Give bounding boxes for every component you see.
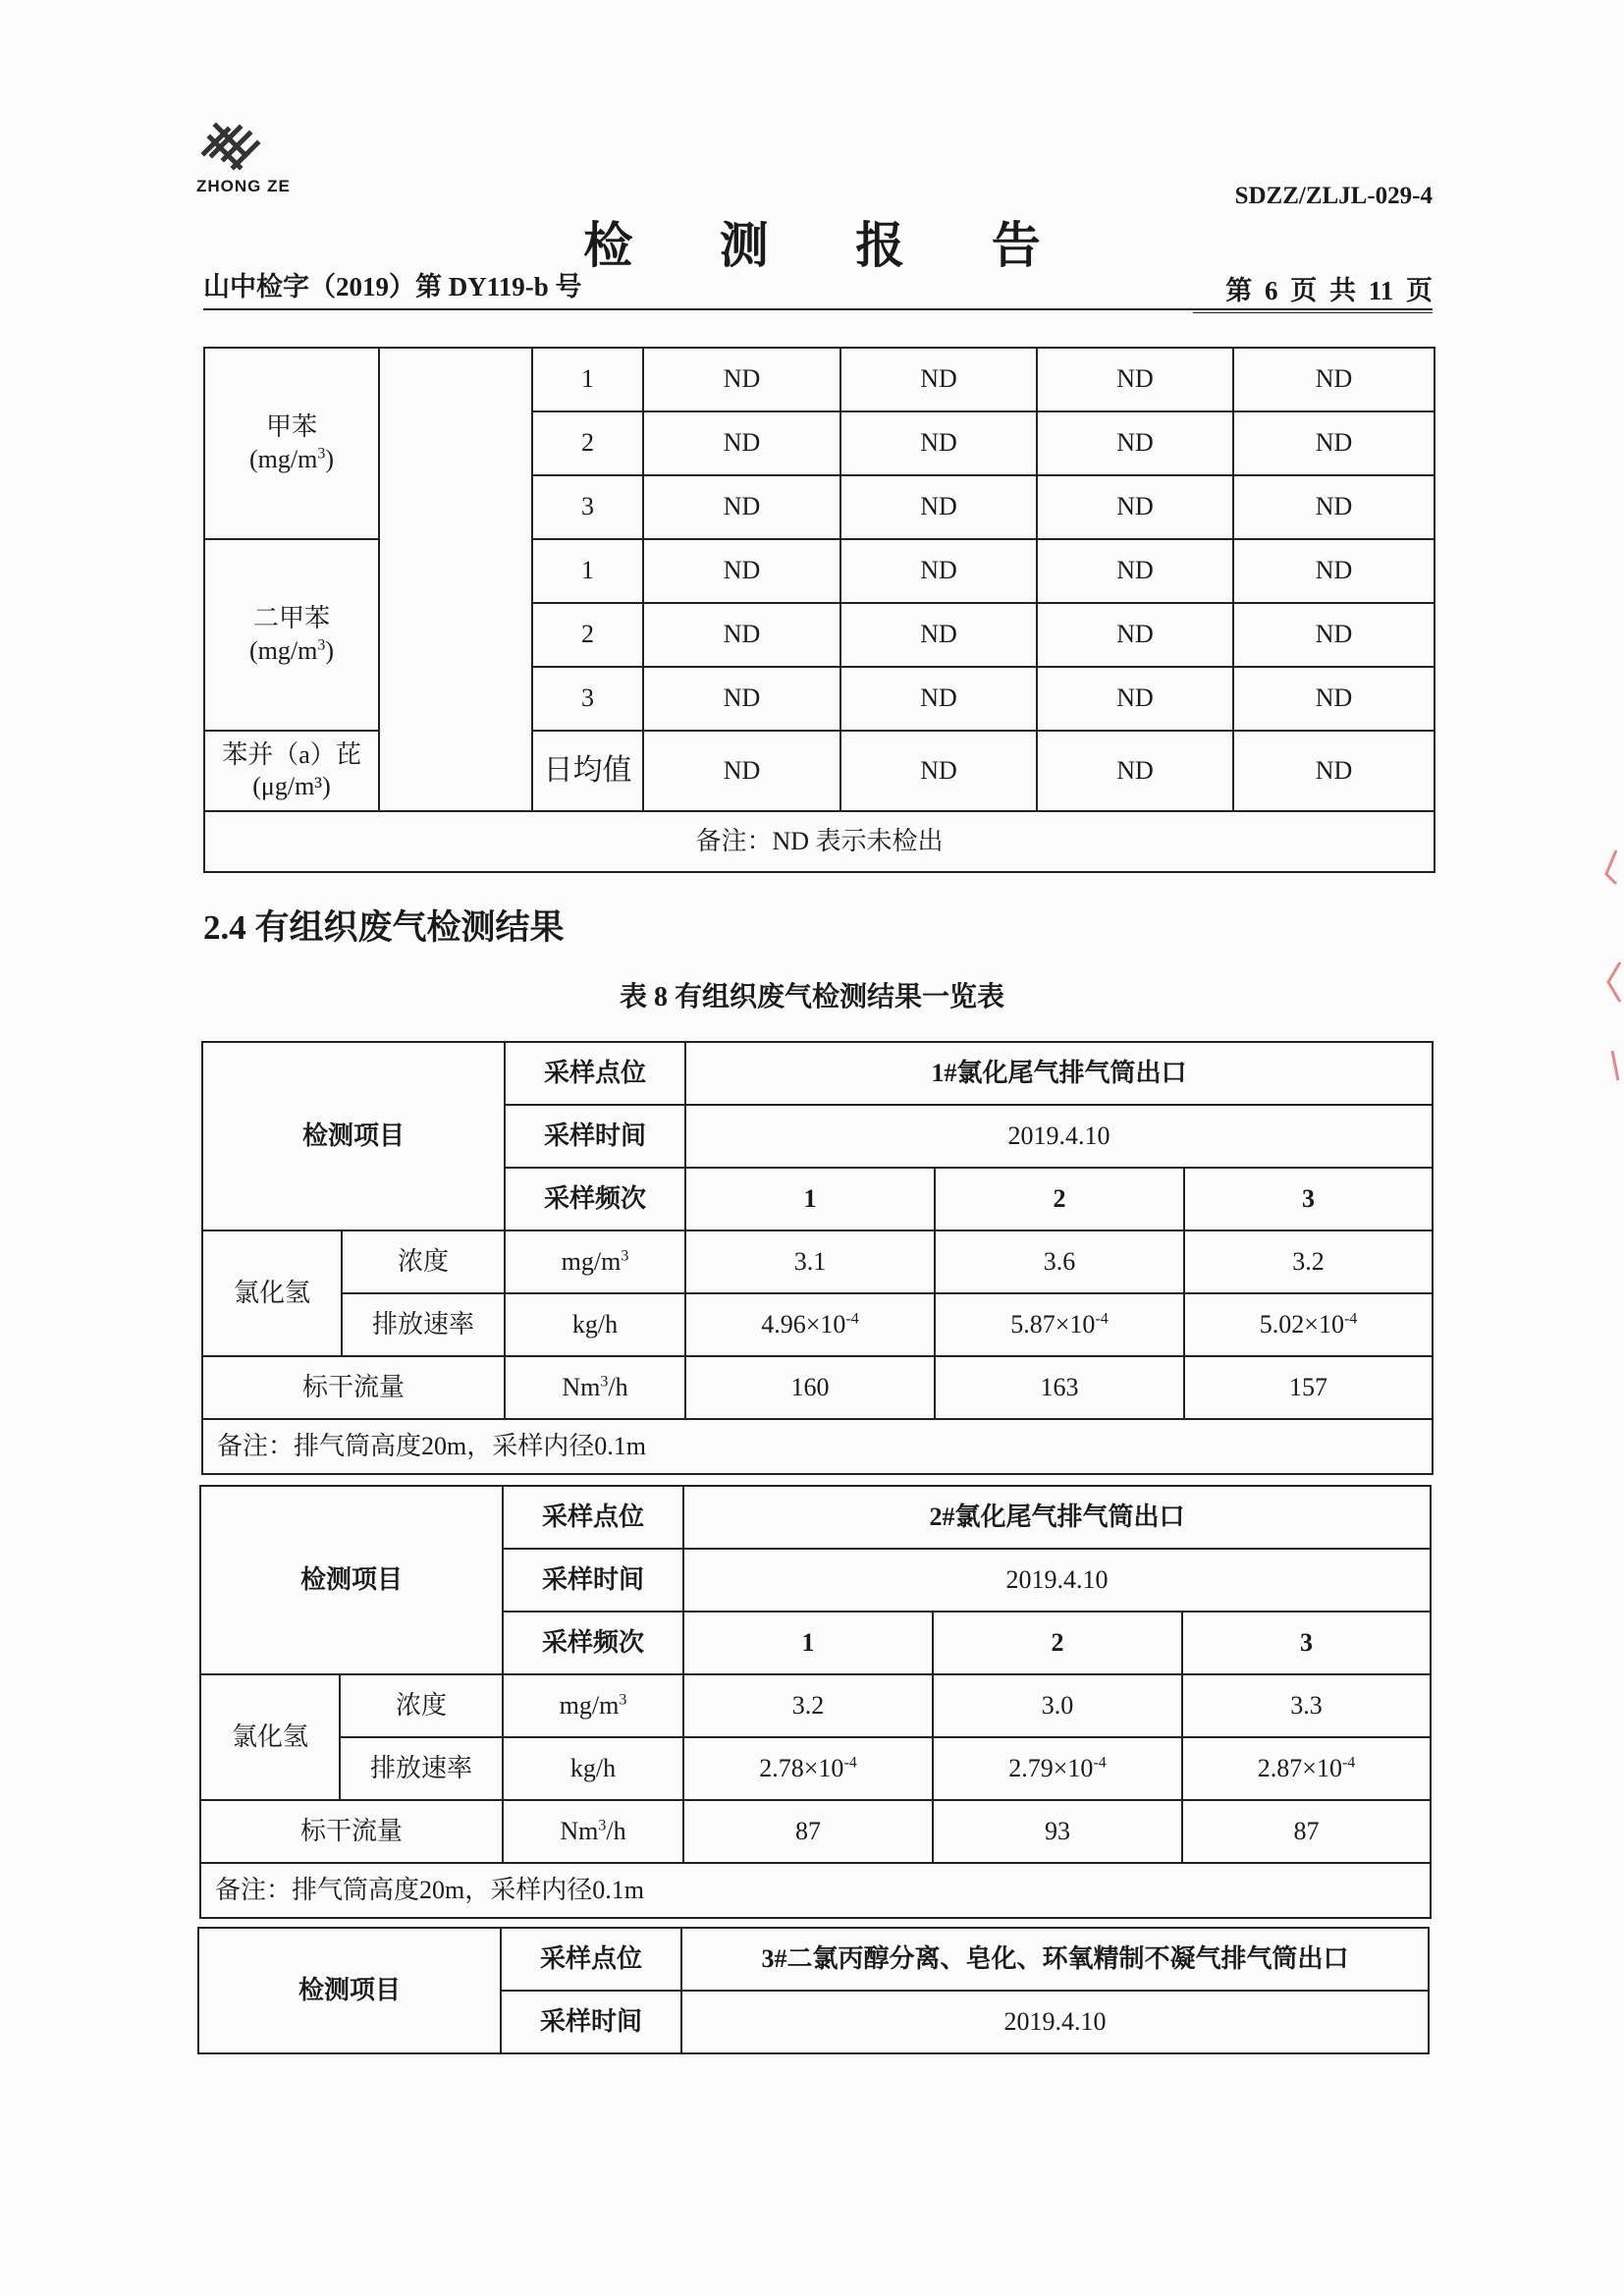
time-value: 2019.4.10 (681, 1991, 1429, 2053)
site-value: 3#二氯丙醇分离、皂化、环氧精制不凝气排气筒出口 (681, 1928, 1429, 1991)
value-cell: ND (1037, 667, 1233, 731)
table-7-continuation (203, 347, 1435, 873)
freq-cell: 3 (532, 667, 643, 731)
value-cell: ND (1233, 411, 1435, 475)
value-cell: ND (840, 411, 1037, 475)
flow-value: 87 (1182, 1800, 1431, 1863)
time-label: 采样时间 (503, 1549, 683, 1612)
pollutant-cell: 苯并（a）芘 (μg/m³) (204, 731, 379, 811)
conc-value: 3.1 (685, 1230, 935, 1293)
freq-cell: 2 (532, 411, 643, 475)
table-8-site-2 (199, 1485, 1432, 1919)
rate-value: $2.87\times 10^{-4}$ (1182, 1737, 1431, 1800)
table-row (200, 1674, 1431, 1737)
table-8-site-3 (197, 1927, 1430, 2054)
value-cell: ND (840, 475, 1037, 539)
table-row (202, 1293, 1433, 1356)
site-value: 2#氯化尾气排气筒出口 (683, 1486, 1431, 1549)
item-header: 检测项目 (202, 1042, 505, 1230)
rate-value: $2.78\times 10^{-4}$ (683, 1737, 933, 1800)
time-label: 采样时间 (501, 1991, 681, 2053)
rate-value: $5.87\times 10^{-4}$ (935, 1293, 1184, 1356)
flow-unit: Nm$^3$/h (503, 1800, 683, 1863)
flow-value: 163 (935, 1356, 1184, 1419)
value-cell: ND (840, 539, 1037, 603)
flow-value: 157 (1184, 1356, 1433, 1419)
value-cell: ND (1233, 539, 1435, 603)
value-cell: ND (643, 731, 840, 811)
freq-label: 采样频次 (505, 1168, 685, 1230)
table-row (202, 1356, 1433, 1419)
value-cell: ND (1233, 348, 1435, 411)
value-cell: ND (1037, 603, 1233, 667)
site-value: 1#氯化尾气排气筒出口 (685, 1042, 1433, 1105)
table-8-site-1 (201, 1041, 1434, 1475)
item-header: 检测项目 (200, 1486, 503, 1674)
value-cell: ND (1037, 475, 1233, 539)
value-cell: ND (1037, 348, 1233, 411)
conc-value: 3.0 (933, 1674, 1182, 1737)
pollutant-label: 氯化氢 (200, 1674, 340, 1800)
table-caption: 表 8 有组织废气检测结果一览表 (619, 982, 1004, 1012)
value-cell: ND (1233, 667, 1435, 731)
conc-value: 3.3 (1182, 1674, 1431, 1737)
value-cell: ND (643, 667, 840, 731)
table-row (200, 1737, 1431, 1800)
freq-label: 采样频次 (503, 1612, 683, 1674)
value-cell: ND (1233, 731, 1435, 811)
freq-value: 3 (1184, 1168, 1433, 1230)
flow-unit: Nm$^3$/h (505, 1356, 685, 1419)
freq-value: 1 (685, 1168, 935, 1230)
conc-value: 3.2 (1184, 1230, 1433, 1293)
freq-value: 1 (683, 1612, 933, 1674)
blank-cell (379, 348, 532, 811)
conc-unit: $mg/m^3$ (503, 1674, 683, 1737)
section-heading: 2.4 有组织废气检测结果 (203, 908, 565, 947)
table-row (204, 348, 1435, 411)
freq-value: 3 (1182, 1612, 1431, 1674)
value-cell: ND (840, 731, 1037, 811)
value-cell: ND (1037, 411, 1233, 475)
conc-value: 3.6 (935, 1230, 1184, 1293)
value-cell: ND (840, 603, 1037, 667)
freq-cell: 2 (532, 603, 643, 667)
flow-value: 160 (685, 1356, 935, 1419)
rate-unit: kg/h (503, 1737, 683, 1800)
rate-value: $4.96\times 10^{-4}$ (685, 1293, 935, 1356)
value-cell: ND (840, 667, 1037, 731)
value-cell: ND (1037, 731, 1233, 811)
table-note-row (200, 1863, 1431, 1918)
value-cell: ND (1233, 475, 1435, 539)
flow-value: 87 (683, 1800, 933, 1863)
value-cell: ND (643, 475, 840, 539)
site-label: 采样点位 (503, 1486, 683, 1549)
table-row (200, 1800, 1431, 1863)
site-label: 采样点位 (501, 1928, 681, 1991)
item-header: 检测项目 (198, 1928, 501, 2053)
conc-unit: $mg/m^3$ (505, 1230, 685, 1293)
conc-label: 浓度 (340, 1674, 503, 1737)
time-value: 2019.4.10 (685, 1105, 1433, 1168)
table-note: 备注：ND 表示未检出 (204, 811, 1435, 872)
report-number: 山中检字（2019）第 DY119-b 号 (203, 272, 582, 301)
time-label: 采样时间 (505, 1105, 685, 1168)
site-label: 采样点位 (505, 1042, 685, 1105)
table-row (202, 1042, 1433, 1105)
rate-unit: kg/h (505, 1293, 685, 1356)
flow-label: 标干流量 (200, 1800, 503, 1863)
table-note-row (204, 811, 1435, 872)
seal-fragment-icon (1598, 845, 1624, 1159)
value-cell: ND (1037, 539, 1233, 603)
freq-cell: 3 (532, 475, 643, 539)
pollutant-cell: 甲苯 $(mg/m^3)$ (204, 348, 379, 539)
pollutant-label: 氯化氢 (202, 1230, 342, 1356)
value-cell: ND (1233, 603, 1435, 667)
pollutant-cell: 二甲苯 $(mg/m^3)$ (204, 539, 379, 731)
rate-label: 排放速率 (340, 1737, 503, 1800)
table-row (202, 1230, 1433, 1293)
value-cell: ND (840, 348, 1037, 411)
page-number: 第 6 页 共 11 页 (1225, 276, 1433, 305)
value-cell: ND (643, 348, 840, 411)
freq-cell: 日均值 (532, 731, 643, 811)
freq-value: 2 (933, 1612, 1182, 1674)
freq-cell: 1 (532, 539, 643, 603)
logo-text: ZHONG ZE (196, 177, 291, 195)
table-row (198, 1928, 1429, 1991)
conc-value: 3.2 (683, 1674, 933, 1737)
conc-label: 浓度 (342, 1230, 505, 1293)
table-note: 备注：排气筒高度20m，采样内径0.1m (202, 1419, 1433, 1474)
time-value: 2019.4.10 (683, 1549, 1431, 1612)
flow-value: 93 (933, 1800, 1182, 1863)
value-cell: ND (643, 411, 840, 475)
document-code: SDZZ/ZLJL-029-4 (1234, 183, 1433, 209)
table-note-row (202, 1419, 1433, 1474)
table-row (200, 1486, 1431, 1549)
report-title: 检 测 报 告 (583, 218, 1078, 273)
header-divider-double (1193, 312, 1433, 313)
table-note: 备注：排气筒高度20m，采样内径0.1m (200, 1863, 1431, 1918)
value-cell: ND (643, 539, 840, 603)
value-cell: ND (643, 603, 840, 667)
freq-value: 2 (935, 1168, 1184, 1230)
freq-cell: 1 (532, 348, 643, 411)
rate-value: $2.79\times 10^{-4}$ (933, 1737, 1182, 1800)
flow-label: 标干流量 (202, 1356, 505, 1419)
rate-label: 排放速率 (342, 1293, 505, 1356)
rate-value: $5.02\times 10^{-4}$ (1184, 1293, 1433, 1356)
header-divider (203, 308, 1433, 310)
